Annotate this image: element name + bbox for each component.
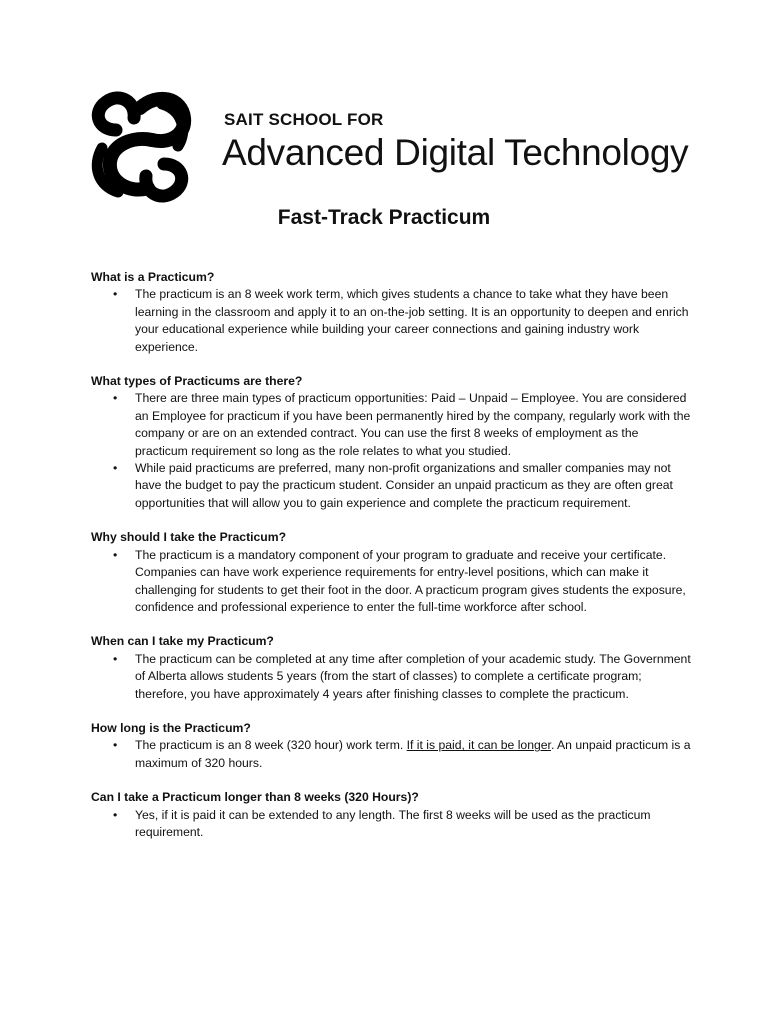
faq-answer-list xyxy=(91,737,691,772)
faq-answer-item xyxy=(91,807,691,842)
bullet-icon: • xyxy=(113,391,118,406)
faq-content xyxy=(91,269,691,858)
faq-answer-text-after: . An unpaid practicum is a maximum of 320 hours. xyxy=(135,738,691,770)
faq-question: When can I take my Practicum? xyxy=(91,634,274,649)
faq-answer-list xyxy=(91,651,691,703)
faq-section-types xyxy=(91,373,691,512)
faq-answer-text-underlined: If it is paid, it can be longer xyxy=(406,738,551,753)
bullet-icon: • xyxy=(113,807,118,822)
bullet-icon: • xyxy=(113,651,118,666)
faq-answer-list xyxy=(91,286,691,356)
header xyxy=(88,90,688,206)
bullet-icon: • xyxy=(113,461,118,476)
faq-question: Can I take a Practicum longer than 8 weeks (320 Hours)? xyxy=(91,790,419,805)
school-name-line2: Advanced Digital Technology xyxy=(222,132,689,173)
faq-answer-list xyxy=(91,547,691,617)
school-name-line1: SAIT SCHOOL FOR xyxy=(224,110,384,129)
faq-answer-text-before: The practicum is an 8 week (320 hour) work term. xyxy=(135,738,407,753)
faq-answer-text: The practicum is a mandatory component of your program to graduate and receive your certificate. Companies can have work experience requirements for entry-level positions, which can make it challenging for students to get their foot in the door. A practicum program gives students the exposure, confidence and professional experience to enter the full-time workforce after school. xyxy=(135,547,686,614)
faq-question: How long is the Practicum? xyxy=(91,720,251,735)
faq-answer-item xyxy=(91,547,691,617)
faq-section-how-long xyxy=(91,720,691,772)
sait-knot-logo-icon xyxy=(88,90,192,204)
faq-question: What is a Practicum? xyxy=(91,270,215,284)
faq-answer-item xyxy=(91,460,691,512)
bullet-icon: • xyxy=(113,287,118,302)
faq-answer-text: The practicum can be completed at any time after completion of your academic study. The Government of Alberta allows students 5 years (from the start of classes) to complete a certificate program; therefore, you have approximately 4 years after finishing classes to complete the practicum. xyxy=(135,651,691,701)
faq-answer-item xyxy=(91,390,691,460)
faq-answer-item xyxy=(91,286,691,356)
faq-answer-text: The practicum is an 8 week work term, which gives students a chance to take what they have been learning in the classroom and apply it to an on-the-job setting. It is an opportunity to deepen and enrich your educational experience while building your career connections and gaining industry work experience. xyxy=(135,287,689,354)
bullet-icon: • xyxy=(113,547,118,562)
faq-section-what-is xyxy=(91,269,691,356)
faq-answer-text: There are three main types of practicum opportunities: Paid – Unpaid – Employee. You are considered an Employee for practicum if you have been permanently hired by the company, regularly work with the company or are on an extended contract. You can use the first 8 weeks of employment as the practicum requirement so long as the role relates to what you studied. xyxy=(135,391,691,458)
faq-answer-text: While paid practicums are preferred, many non-profit organizations and smaller companies may not have the budget to pay the practicum student. Consider an unpaid practicum as they are often great opportunities that will allow you to gain experience and complete the practicum requirement. xyxy=(135,461,673,510)
faq-answer-list xyxy=(91,390,691,512)
faq-answer-list xyxy=(91,807,691,842)
faq-section-when xyxy=(91,633,691,703)
faq-section-why xyxy=(91,529,691,616)
bullet-icon: • xyxy=(113,738,118,753)
faq-question: Why should I take the Practicum? xyxy=(91,530,287,545)
faq-section-longer xyxy=(91,789,691,841)
document-title: Fast-Track Practicum xyxy=(277,206,491,229)
faq-answer-item xyxy=(91,651,691,703)
faq-question: What types of Practicums are there? xyxy=(91,374,303,389)
faq-answer-item xyxy=(91,737,691,772)
faq-answer-text: Yes, if it is paid it can be extended to any length. The first 8 weeks will be used as the practicum requirement. xyxy=(135,807,651,839)
